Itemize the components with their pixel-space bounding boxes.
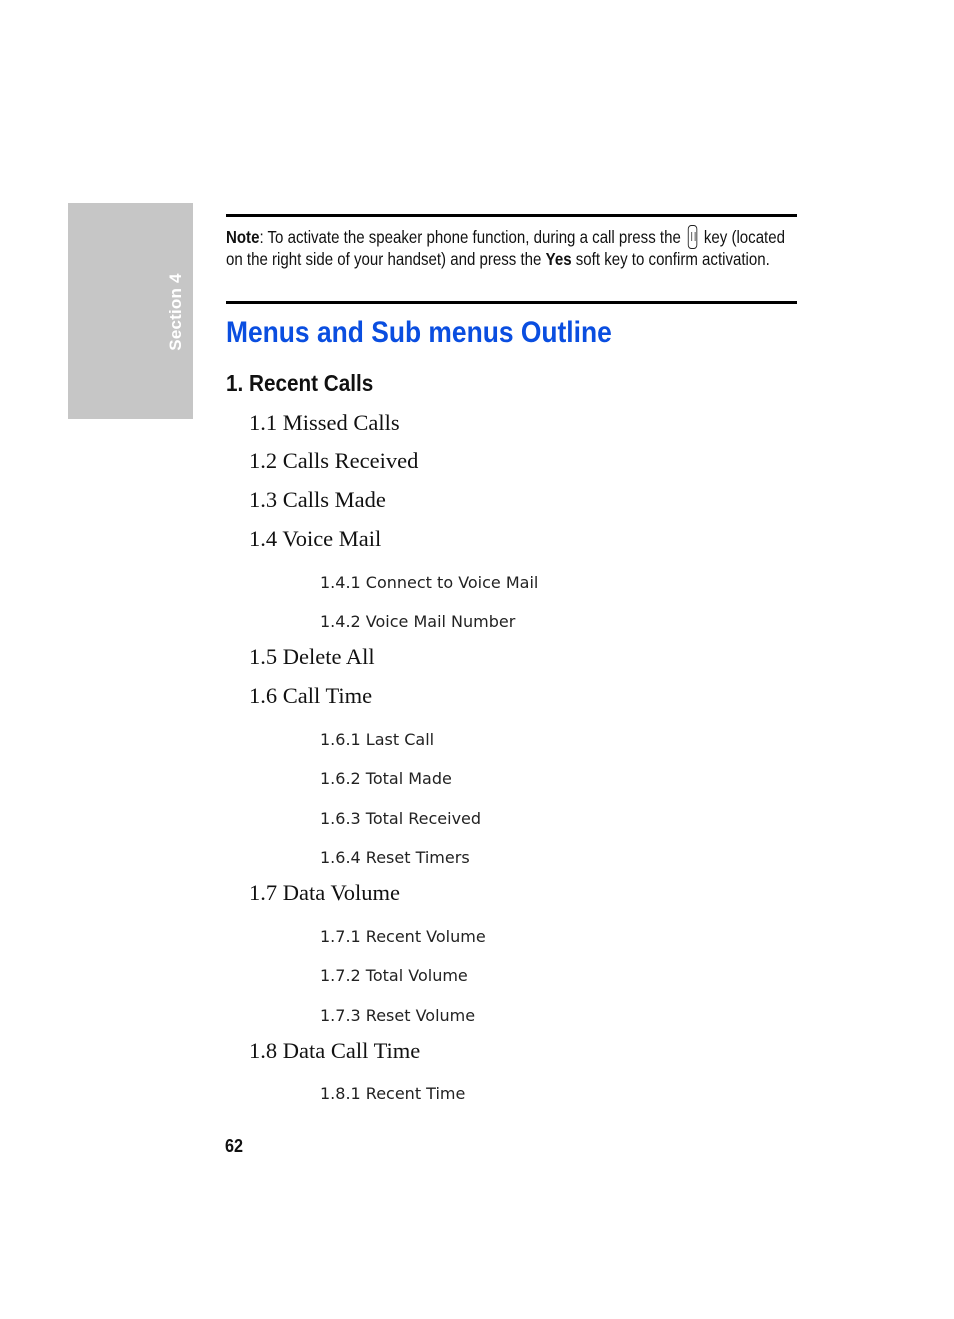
menu-item-voice-mail: 1.4 Voice Mail [249,526,382,551]
speaker-key-icon [688,225,697,249]
submenu-item-total-made: 1.6.2 Total Made [320,769,452,788]
submenu-item-total-received: 1.6.3 Total Received [320,809,482,828]
submenu-item-total-volume: 1.7.2 Total Volume [320,966,468,985]
menu-item-missed-calls: 1.1 Missed Calls [249,410,400,435]
note-text-part1: : To activate the speaker phone function, during a call press the [259,227,681,247]
submenu-item-recent-volume: 1.7.1 Recent Volume [320,927,486,946]
section-title: Menus and Sub menus Outline [226,316,612,349]
note-text-part3: soft key to confirm activation. [575,249,770,269]
yes-softkey-label: Yes [545,249,572,269]
menu-item-delete-all: 1.5 Delete All [249,644,375,669]
menu-item-calls-made: 1.3 Calls Made [249,487,386,512]
note-text [226,225,797,270]
submenu-item-recent-time: 1.8.1 Recent Time [320,1084,466,1103]
submenu-item-reset-timers: 1.6.4 Reset Timers [320,848,470,867]
submenu-item-voice-mail-number: 1.4.2 Voice Mail Number [320,612,516,631]
note-label: Note [226,227,260,247]
menu-item-calls-received: 1.2 Calls Received [249,448,419,473]
section-label: Section 4 [166,273,185,351]
page-number: 62 [225,1136,244,1156]
menu-title-recent-calls: 1. Recent Calls [226,370,374,396]
note-box [226,214,797,304]
menu-item-data-call-time: 1.8 Data Call Time [249,1038,421,1063]
submenu-item-connect-voice-mail: 1.4.1 Connect to Voice Mail [320,573,539,592]
note-text-part2: key (located on the right side of your handset) and press the [226,227,785,269]
menu-item-call-time: 1.6 Call Time [249,683,373,708]
menu-item-data-volume: 1.7 Data Volume [249,880,401,905]
submenu-item-reset-volume: 1.7.3 Reset Volume [320,1006,476,1025]
submenu-item-last-call: 1.6.1 Last Call [320,730,435,749]
